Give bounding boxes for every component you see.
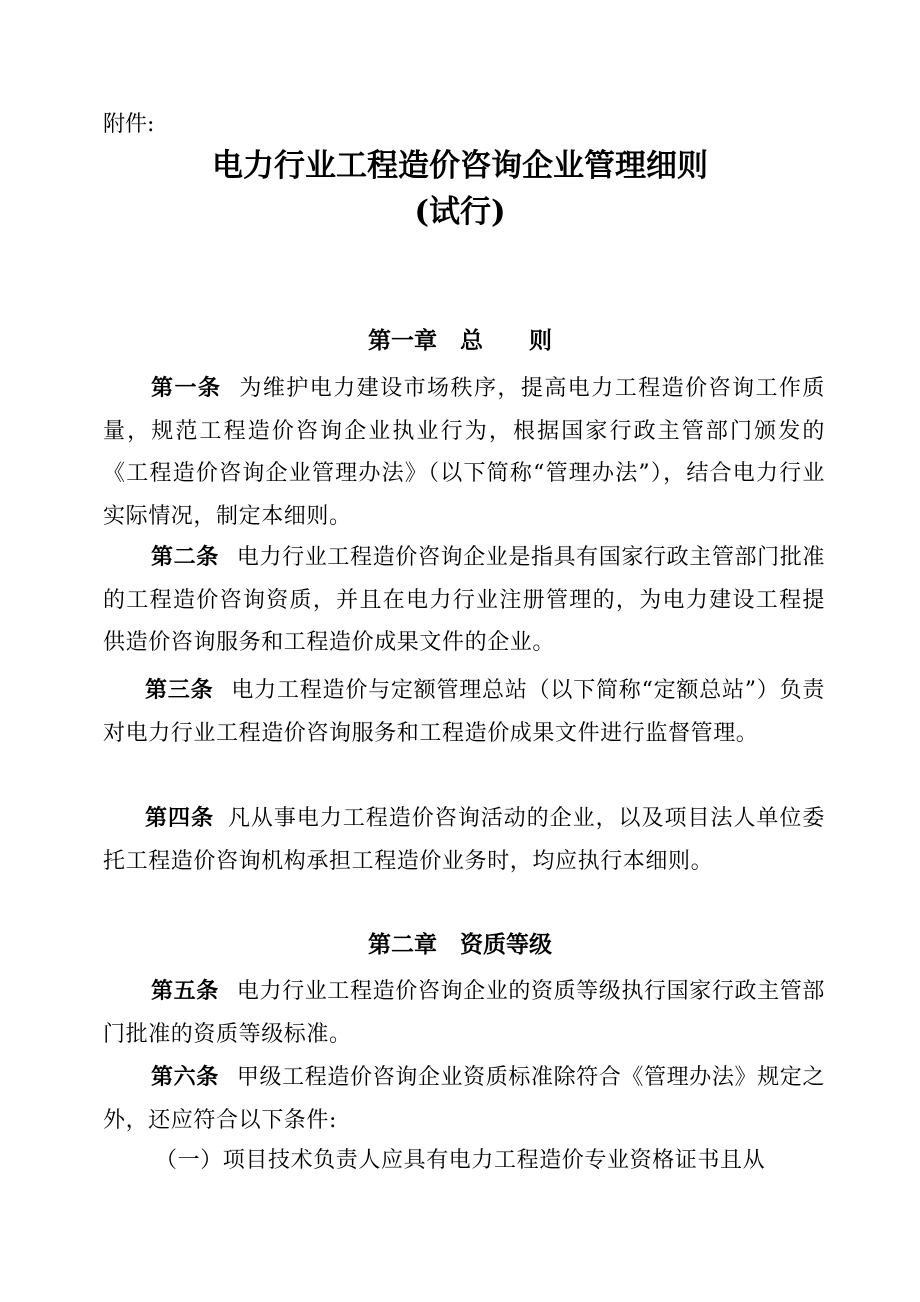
document-title: 电力行业工程造价咨询企业管理细则 <box>212 148 708 184</box>
article-label: 第六条 <box>151 1064 219 1090</box>
article-6 <box>103 1056 825 1142</box>
article-text: 甲级工程造价咨询企业资质标准除符合《管理办法》规定之外，还应符合以下条件: <box>103 1065 825 1133</box>
article-text: 为维护电力建设市场秩序，提高电力工程造价咨询工作质量，规范工程造价咨询企业执业行为，根据国家行政主管部门颁发的《工程造价咨询企业管理办法》（以下简称“管理办法”），结合电力行业实际情况，制定本细则。 <box>103 376 825 529</box>
article-label: 第五条 <box>151 978 219 1004</box>
article-1 <box>103 367 825 538</box>
article-label: 第四条 <box>145 805 214 831</box>
article-3 <box>103 669 825 755</box>
article-label: 第三条 <box>145 677 214 703</box>
article-2 <box>103 536 825 665</box>
article-label: 第一条 <box>151 375 222 401</box>
chapter-heading-2: 第二章 资质等级 <box>368 931 552 958</box>
attachment-label: 附件: <box>103 112 155 137</box>
article-text: 电力工程造价与定额管理总站（以下简称“定额总站”）负责对电力行业工程造价咨询服务和工程造价成果文件进行监督管理。 <box>103 678 825 746</box>
chapter-heading-1: 第一章 总 则 <box>368 327 552 354</box>
article-text: 电力行业工程造价咨询企业是指具有国家行政主管部门批准的工程造价咨询资质，并且在电力行业注册管理的，为电力建设工程提供造价咨询服务和工程造价成果文件的企业。 <box>103 545 825 656</box>
clause-1: （一）项目技术负责人应具有电力工程造价专业资格证书且从 <box>155 1148 766 1173</box>
article-text: 电力行业工程造价咨询企业的资质等级执行国家行政主管部门批准的资质等级标准。 <box>103 979 825 1047</box>
article-text: 凡从事电力工程造价咨询活动的企业，以及项目法人单位委托工程造价咨询机构承担工程造价业务时，均应执行本细则。 <box>103 806 825 874</box>
article-label: 第二条 <box>151 544 219 570</box>
document-subtitle: (试行) <box>414 194 506 230</box>
article-5 <box>103 970 825 1056</box>
article-4 <box>103 797 825 883</box>
